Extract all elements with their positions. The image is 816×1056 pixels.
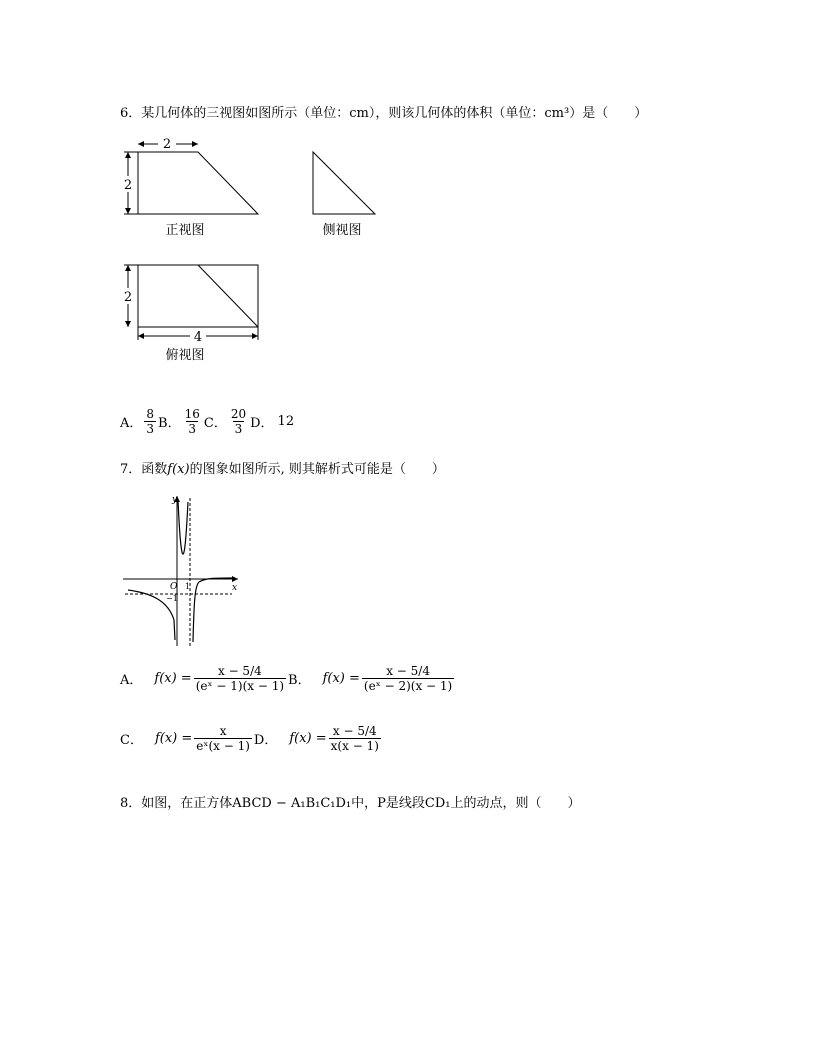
- q7-option-b-fraction: $\frac{x - 5/4}{\text{(eˣ − 2)(x − 1)}}$: [363, 664, 453, 693]
- q7-option-b-lhs: f(x) =: [322, 671, 360, 686]
- front-left-dim: 2: [123, 178, 133, 193]
- option-c-letter: C．: [203, 416, 227, 431]
- q7-option-a-lhs: f(x) =: [154, 671, 192, 686]
- q7-option-a-fraction: $\frac{x - 5/4}{\text{(eˣ − 1)(x − 1)}}$: [195, 664, 285, 693]
- front-top-dim: 2: [162, 137, 172, 152]
- question-6-text: 6．某几何体的三视图如图所示（单位：cm），则该几何体的体积（单位：cm³）是（ ）: [120, 106, 648, 121]
- question-7-text: 7．函数f(x)的图象如图所示, 则其解析式可能是（ ）: [120, 462, 445, 477]
- q7-option-b-letter: B．: [288, 673, 311, 688]
- q7-option-c-fraction: $\frac{x}{\text{eˣ(x − 1)}}$: [196, 724, 250, 753]
- top-view: [121, 265, 258, 363]
- option-a-letter: A．: [120, 416, 143, 431]
- top-view-label: 俯视图: [165, 348, 205, 363]
- svg-text:O: O: [170, 582, 178, 592]
- option-b-fraction: $\frac{16}{3}$: [184, 407, 200, 436]
- option-b-letter: B．: [158, 416, 181, 431]
- svg-text:1: 1: [185, 582, 191, 591]
- top-left-dim: 2: [123, 290, 133, 305]
- side-view: [313, 152, 375, 238]
- question-8-text: 8．如图，在正方体ABCD − A₁B₁C₁D₁中，P是线段CD₁上的动点，则（ ）: [120, 796, 581, 811]
- three-view-diagram: [110, 130, 400, 370]
- question-7-options-row-2: [120, 724, 383, 753]
- q7-option-d-lhs: f(x) =: [289, 731, 327, 746]
- question-7-options-row-1: [120, 664, 456, 693]
- option-c-fraction: $\frac{20}{3}$: [230, 407, 247, 436]
- side-view-label: 侧视图: [322, 223, 362, 238]
- q7-option-d-letter: D．: [253, 733, 278, 748]
- front-view-label: 正视图: [165, 223, 205, 238]
- q7-option-d-fraction: $\frac{x - 5/4}{x(x - 1)}$: [330, 724, 379, 753]
- q7-option-a-letter: A．: [120, 673, 143, 688]
- q7-option-c-letter: C．: [120, 733, 143, 748]
- question-6-options: [120, 407, 294, 436]
- svg-text:y: y: [172, 495, 178, 505]
- function-graph: [120, 490, 245, 650]
- option-d-value: 12: [277, 414, 295, 429]
- svg-text:x: x: [232, 583, 238, 593]
- front-view: [121, 136, 258, 238]
- top-bottom-dim: 4: [193, 330, 203, 345]
- option-d-letter: D．: [250, 416, 274, 431]
- option-a-fraction: $\frac{8}{3}$: [146, 407, 155, 436]
- svg-text:−1: −1: [166, 594, 178, 603]
- q7-option-c-lhs: f(x) =: [154, 731, 193, 746]
